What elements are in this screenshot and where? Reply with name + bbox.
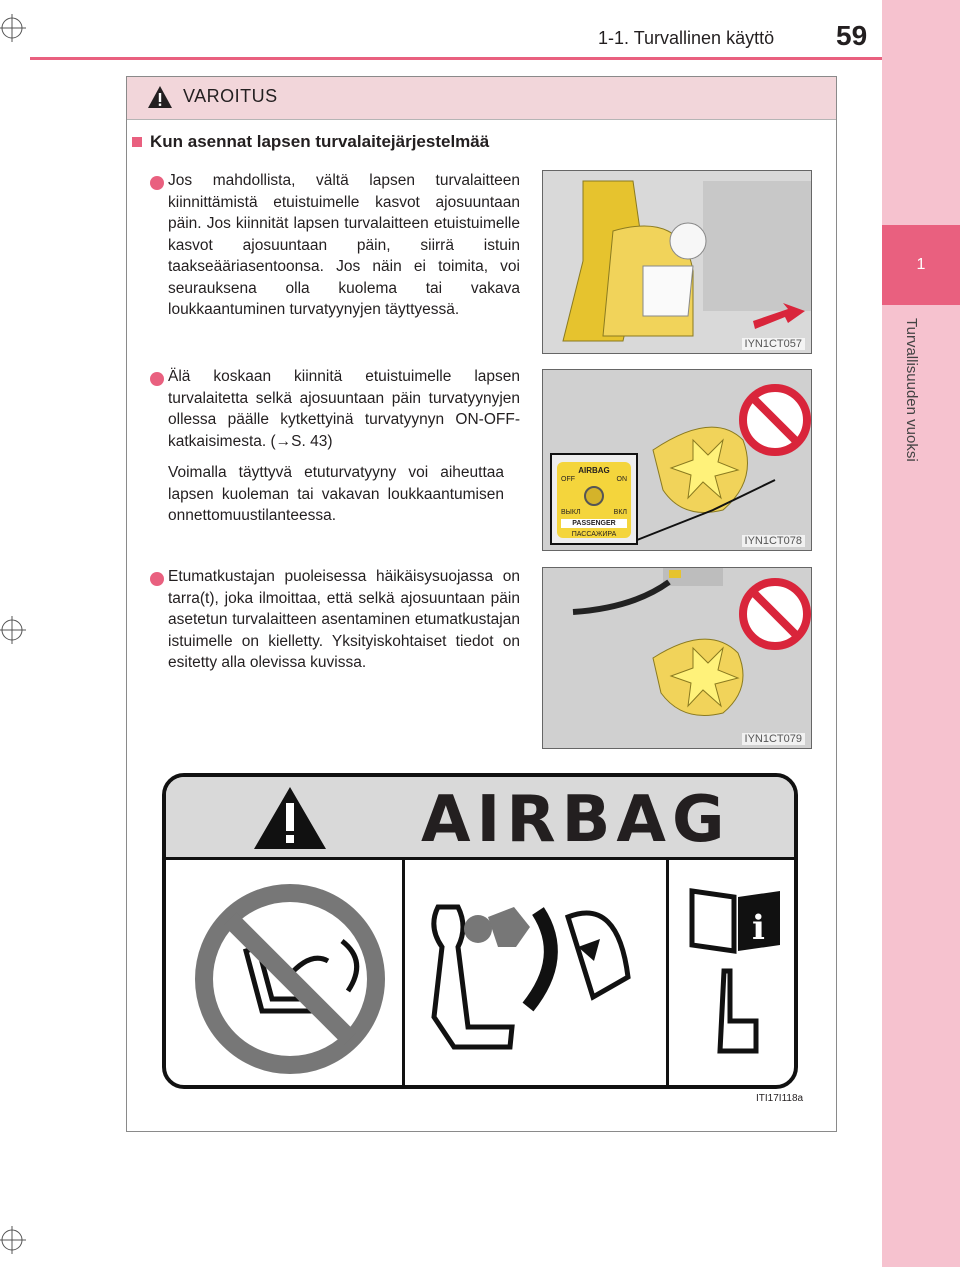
item-1-text: Jos mahdollista, vältä lapsen turvalaitteen kiinnittämistä etuistuimelle kasvot ajosuuntaan päin. Jos kiinnität lapsen turvalaitteen etuistuimelle kasvot ajosuuntaan päin, siirrä istuin taakseääriasentoonsa. Jos näin ei toimita, voi seurauksena olla kuolema tai vakava loukkaantuminen turvatyynyjen täyttyessä.: [168, 172, 520, 318]
chapter-title: Turvallisuuden vuoksi: [903, 318, 920, 462]
warning-title: VAROITUS: [183, 86, 278, 106]
item-2-note: Voimalla täyttyvä etuturvatyyny voi aiheuttaa lapsen kuoleman tai vakavan loukkaantumisen onnettomuustilanteessa.: [168, 464, 504, 524]
panel-title: AIRBAG: [578, 466, 610, 475]
panel-on: ON: [616, 476, 627, 483]
figure-1: [542, 170, 812, 354]
label-divider: [402, 857, 405, 1089]
read-manual-icon: [686, 881, 786, 1071]
svg-text:i: i: [752, 908, 765, 948]
panel-off-ru: ВЫКЛ: [561, 509, 581, 516]
figure-3: [542, 567, 812, 749]
sun-visor-warning-illustration: [543, 568, 811, 748]
panel-off: OFF: [561, 476, 575, 483]
chapter-number: 1: [916, 256, 926, 273]
chapter-sidebar: [882, 0, 960, 1267]
figure-code: IYN1CT057: [742, 338, 805, 350]
figure-code: ITI17I118a: [756, 1093, 804, 1104]
bullet-icon: [150, 176, 164, 190]
section-title: 1-1. Turvallinen käyttö: [598, 28, 775, 48]
item-3-text: Etumatkustajan puoleisessa häikäisysuojassa on tarra(t), joka ilmoittaa, että selkä ajosuuntaan päin asetetun turvalaitteen asentaminen etumatkustajan istuimelle on kielletty. Yksityiskohtaiset tiedot on esitetty alla olevissa kuvissa.: [168, 568, 520, 671]
warning-header: [127, 77, 836, 120]
page-number: 59: [836, 20, 868, 51]
warning-triangle-icon: [147, 85, 173, 109]
panel-passenger: PASSENGER: [561, 519, 627, 528]
header-divider: [30, 57, 882, 60]
chapter-number-tab: [882, 225, 960, 305]
item-2-text: Älä koskaan kiinnitä etuistuimelle lapsen turvalaitetta selkä ajosuuntaan päin turvatyynyjen ollessa päälle kytkettyinä turvatyynyn ON-OFF-katkaisimesta. (→S. 43): [168, 368, 520, 450]
warning-triangle-icon: [252, 785, 328, 851]
warning-heading-text: Kun asennat lapsen turvalaitejärjestelmää: [150, 132, 490, 151]
bullet-icon: [150, 572, 164, 586]
label-divider: [666, 857, 669, 1089]
panel-passenger-ru: ПАССАЖИРА: [571, 531, 617, 538]
panel-on-ru: ВКЛ: [613, 509, 627, 516]
warning-heading: [132, 132, 489, 152]
bullet-icon: [150, 372, 164, 386]
figure-2: [542, 369, 812, 551]
airbag-switch-panel: [557, 462, 631, 538]
airbag-label-header: [166, 777, 794, 860]
figure-code: IYN1CT079: [742, 733, 805, 745]
square-bullet-icon: [132, 137, 142, 147]
panel-knob: [584, 486, 604, 506]
airbag-warning-label: [162, 773, 798, 1089]
no-rear-facing-seat-icon: [192, 881, 388, 1077]
child-seat-front-facing-illustration: [543, 171, 811, 353]
seat-airbag-impact-icon: [418, 887, 654, 1067]
figure-code: IYN1CT078: [742, 535, 805, 547]
airbag-word: AIRBAG: [421, 783, 731, 857]
